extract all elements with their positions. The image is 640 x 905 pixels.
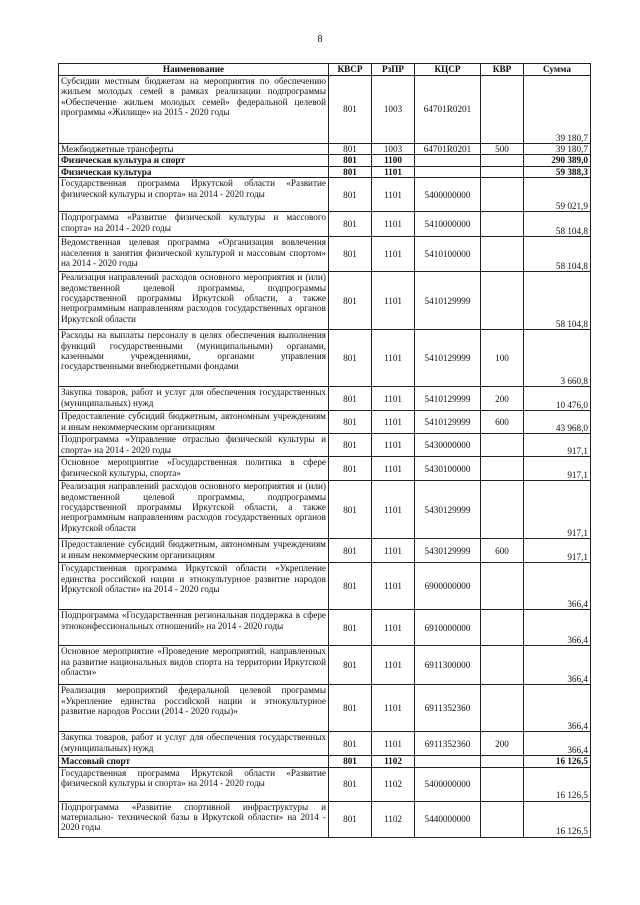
cell-kcsr: 5410129999 — [415, 330, 481, 387]
cell-kvr — [481, 434, 524, 457]
cell-sum: 366,4 — [524, 563, 591, 610]
cell-name: Межбюджетные трансферты — [59, 144, 329, 155]
table-row — [59, 76, 591, 144]
cell-kcsr: 6911300000 — [415, 646, 481, 685]
cell-kvr: 200 — [481, 387, 524, 411]
cell-name: Закупка товаров, работ и услуг для обеспечения государственных (муниципальных) нужд — [59, 732, 329, 756]
cell-kvsr: 801 — [329, 610, 372, 646]
header-kvr: КВР — [481, 64, 524, 76]
table-row — [59, 646, 591, 685]
cell-kcsr: 5410129999 — [415, 387, 481, 411]
cell-kvsr: 801 — [329, 685, 372, 732]
cell-kvsr: 801 — [329, 272, 372, 330]
cell-kvr — [481, 178, 524, 212]
cell-kcsr: 5430100000 — [415, 457, 481, 481]
cell-name: Основное мероприятие «Государственная политика в сфере физической культуры, спорта» — [59, 457, 329, 481]
cell-rzpr: 1101 — [372, 411, 415, 434]
header-kvsr: КВСР — [329, 64, 372, 76]
cell-kvr: 200 — [481, 732, 524, 756]
cell-rzpr: 1101 — [372, 330, 415, 387]
cell-sum: 58 104,8 — [524, 272, 591, 330]
cell-name: Массовый спорт — [59, 756, 329, 767]
cell-kvr: 100 — [481, 330, 524, 387]
cell-rzpr: 1101 — [372, 646, 415, 685]
table-row — [59, 801, 591, 837]
cell-name: Подпрограмма «Развитие физической культуры и массового спорта» на 2014 - 2020 годы — [59, 212, 329, 237]
cell-kcsr: 6900000000 — [415, 563, 481, 610]
cell-kvr — [481, 610, 524, 646]
cell-rzpr: 1101 — [372, 237, 415, 272]
cell-kcsr: 6911352360 — [415, 732, 481, 756]
cell-sum: 366,4 — [524, 732, 591, 756]
cell-rzpr: 1101 — [372, 481, 415, 539]
cell-sum: 16 126,5 — [524, 767, 591, 801]
cell-name: Реализация направлений расходов основного мероприятия и (или) ведомственной целевой программы, подпрограммы государственной программы Иркутской области, а также непрограммным направлениям расходов государственных органов Иркутской области — [59, 481, 329, 539]
table-row — [59, 481, 591, 539]
cell-rzpr: 1101 — [372, 563, 415, 610]
table-body — [59, 76, 591, 838]
cell-kvsr: 801 — [329, 76, 372, 144]
table-row — [59, 457, 591, 481]
cell-kvr — [481, 481, 524, 539]
cell-sum: 366,4 — [524, 685, 591, 732]
table-row — [59, 563, 591, 610]
table-row — [59, 685, 591, 732]
cell-name: Подпрограмма «Управление отраслью физической культуры и спорта» на 2014 - 2020 годы — [59, 434, 329, 457]
cell-kcsr: 6910000000 — [415, 610, 481, 646]
cell-rzpr: 1101 — [372, 610, 415, 646]
cell-sum: 43 968,0 — [524, 411, 591, 434]
cell-name: Закупка товаров, работ и услуг для обеспечения государственных (муниципальных) нужд — [59, 387, 329, 411]
cell-kvr — [481, 801, 524, 837]
cell-rzpr: 1101 — [372, 166, 415, 177]
cell-sum: 58 104,8 — [524, 212, 591, 237]
cell-kcsr: 5430129999 — [415, 539, 481, 563]
cell-name: Подпрограмма «Государственная региональная поддержка в сфере этноконфессиональных отношений» на 2014 - 2020 годы — [59, 610, 329, 646]
table-row — [59, 212, 591, 237]
table-row — [59, 411, 591, 434]
cell-rzpr: 1003 — [372, 144, 415, 155]
cell-kvsr: 801 — [329, 330, 372, 387]
cell-rzpr: 1003 — [372, 76, 415, 144]
cell-kvr — [481, 212, 524, 237]
cell-kvsr: 801 — [329, 178, 372, 212]
header-name: Наименование — [59, 64, 329, 76]
cell-kvsr: 801 — [329, 434, 372, 457]
table-row — [59, 732, 591, 756]
cell-kvr — [481, 457, 524, 481]
cell-kvr: 500 — [481, 144, 524, 155]
table-row — [59, 330, 591, 387]
cell-name: Реализация мероприятий федеральной целевой программы «Укрепление единства российской нации и этнокультурное развитие народов России (2014 - 2020 годы)» — [59, 685, 329, 732]
table-row — [59, 756, 591, 767]
cell-kcsr: 5400000000 — [415, 767, 481, 801]
cell-kcsr: 5410100000 — [415, 237, 481, 272]
table-row — [59, 434, 591, 457]
page-number: 8 — [317, 34, 323, 45]
cell-sum: 59 388,3 — [524, 166, 591, 177]
table-row — [59, 387, 591, 411]
cell-kcsr: 5410129999 — [415, 272, 481, 330]
table-header-row — [59, 64, 591, 76]
cell-rzpr: 1101 — [372, 539, 415, 563]
cell-rzpr: 1101 — [372, 212, 415, 237]
cell-name: Физическая культура и спорт — [59, 155, 329, 166]
cell-kvsr: 801 — [329, 155, 372, 166]
cell-kvr: 600 — [481, 411, 524, 434]
cell-kcsr: 6911352360 — [415, 685, 481, 732]
cell-kvsr: 801 — [329, 212, 372, 237]
cell-name: Предоставление субсидий бюджетным, автономным учреждениям и иным некоммерческим организациям — [59, 411, 329, 434]
cell-kcsr: 5410000000 — [415, 212, 481, 237]
table-row — [59, 144, 591, 155]
cell-name: Государственная программа Иркутской области «Развитие физической культуры и спорта» на 2014 - 2020 годы — [59, 178, 329, 212]
cell-sum: 366,4 — [524, 610, 591, 646]
table-row — [59, 178, 591, 212]
cell-sum: 917,1 — [524, 539, 591, 563]
cell-kvr — [481, 685, 524, 732]
cell-kcsr: 5400000000 — [415, 178, 481, 212]
cell-name: Государственная программа Иркутской области «Укрепление единства российской нации и этнокультурное развитие народов Иркутской области» на 2014 - 2020 годы — [59, 563, 329, 610]
cell-sum: 39 180,7 — [524, 76, 591, 144]
cell-kvsr: 801 — [329, 166, 372, 177]
cell-name: Подпрограмма «Развитие спортивной инфраструктуры и материально- технической базы в Иркутской области» на 2014 - 2020 годы — [59, 801, 329, 837]
cell-name: Государственная программа Иркутской области «Развитие физической культуры и спорта» на 2014 - 2020 годы — [59, 767, 329, 801]
cell-kcsr — [415, 155, 481, 166]
cell-kvsr: 801 — [329, 563, 372, 610]
cell-kvsr: 801 — [329, 646, 372, 685]
cell-kcsr — [415, 166, 481, 177]
table-row — [59, 155, 591, 166]
cell-kvsr: 801 — [329, 801, 372, 837]
cell-sum: 366,4 — [524, 646, 591, 685]
cell-kvr — [481, 756, 524, 767]
cell-rzpr: 1101 — [372, 457, 415, 481]
cell-kvr — [481, 563, 524, 610]
cell-sum: 16 126,5 — [524, 801, 591, 837]
cell-name: Физическая культура — [59, 166, 329, 177]
cell-kcsr: 5440000000 — [415, 801, 481, 837]
cell-rzpr: 1101 — [372, 685, 415, 732]
cell-kcsr: 64701R0201 — [415, 76, 481, 144]
cell-sum: 917,1 — [524, 434, 591, 457]
cell-kvsr: 801 — [329, 539, 372, 563]
cell-rzpr: 1101 — [372, 387, 415, 411]
cell-kvr — [481, 155, 524, 166]
cell-sum: 16 126,5 — [524, 756, 591, 767]
cell-name: Предоставление субсидий бюджетным, автономным учреждениям и иным некоммерческим организациям — [59, 539, 329, 563]
table-row — [59, 272, 591, 330]
cell-kvsr: 801 — [329, 756, 372, 767]
cell-rzpr: 1100 — [372, 155, 415, 166]
table-row — [59, 166, 591, 177]
table-row — [59, 767, 591, 801]
cell-kvr — [481, 237, 524, 272]
cell-sum: 917,1 — [524, 481, 591, 539]
header-sum: Сумма — [524, 64, 591, 76]
cell-kvsr: 801 — [329, 237, 372, 272]
header-kcsr: КЦСР — [415, 64, 481, 76]
cell-rzpr: 1102 — [372, 801, 415, 837]
cell-kcsr: 5430129999 — [415, 481, 481, 539]
cell-kvsr: 801 — [329, 144, 372, 155]
cell-name: Основное мероприятие «Проведение мероприятий, направленных на развитие национальных видов спорта на территории Иркутской области» — [59, 646, 329, 685]
cell-kvsr: 801 — [329, 732, 372, 756]
budget-table — [58, 63, 591, 838]
header-rzpr: РзПР — [372, 64, 415, 76]
cell-sum: 58 104,8 — [524, 237, 591, 272]
cell-sum: 3 660,8 — [524, 330, 591, 387]
cell-kcsr: 5410129999 — [415, 411, 481, 434]
cell-sum: 290 389,0 — [524, 155, 591, 166]
cell-kcsr: 5430000000 — [415, 434, 481, 457]
cell-name: Реализация направлений расходов основного мероприятия и (или) ведомственной целевой программы, подпрограммы государственной программы Иркутской области, а также непрограммным направлениям расходов государственных органов Иркутской области — [59, 272, 329, 330]
cell-kvr: 600 — [481, 539, 524, 563]
cell-kvr — [481, 166, 524, 177]
cell-sum: 10 476,0 — [524, 387, 591, 411]
table-row — [59, 539, 591, 563]
cell-kvr — [481, 646, 524, 685]
table-row — [59, 610, 591, 646]
table-row — [59, 237, 591, 272]
cell-rzpr: 1102 — [372, 767, 415, 801]
cell-rzpr: 1101 — [372, 434, 415, 457]
cell-rzpr: 1101 — [372, 272, 415, 330]
cell-kvsr: 801 — [329, 457, 372, 481]
cell-kcsr — [415, 756, 481, 767]
cell-kvr — [481, 767, 524, 801]
cell-name: Ведомственная целевая программа «Организация вовлечения населения в занятия физической культурой и массовым спортом» на 2014 - 2020 годы — [59, 237, 329, 272]
cell-kvsr: 801 — [329, 387, 372, 411]
cell-rzpr: 1101 — [372, 178, 415, 212]
cell-sum: 59 021,9 — [524, 178, 591, 212]
cell-sum: 917,1 — [524, 457, 591, 481]
cell-sum: 39 180,7 — [524, 144, 591, 155]
cell-kcsr: 64701R0201 — [415, 144, 481, 155]
cell-kvsr: 801 — [329, 411, 372, 434]
cell-rzpr: 1102 — [372, 756, 415, 767]
cell-kvsr: 801 — [329, 767, 372, 801]
cell-name: Субсидии местным бюджетам на мероприятия по обеспечению жильем молодых семей в рамках реализации подпрограммы «Обеспечение жильем молодых семей» федеральной целевой программы «Жилище» на 2015 - 2020 годы — [59, 76, 329, 144]
cell-name: Расходы на выплаты персоналу в целях обеспечения выполнения функций государственными (муниципальными) органами, казенными учреждениями, органами управления государственными внебюджетными фондами — [59, 330, 329, 387]
cell-kvr — [481, 76, 524, 144]
cell-kvr — [481, 272, 524, 330]
cell-kvsr: 801 — [329, 481, 372, 539]
cell-rzpr: 1101 — [372, 732, 415, 756]
